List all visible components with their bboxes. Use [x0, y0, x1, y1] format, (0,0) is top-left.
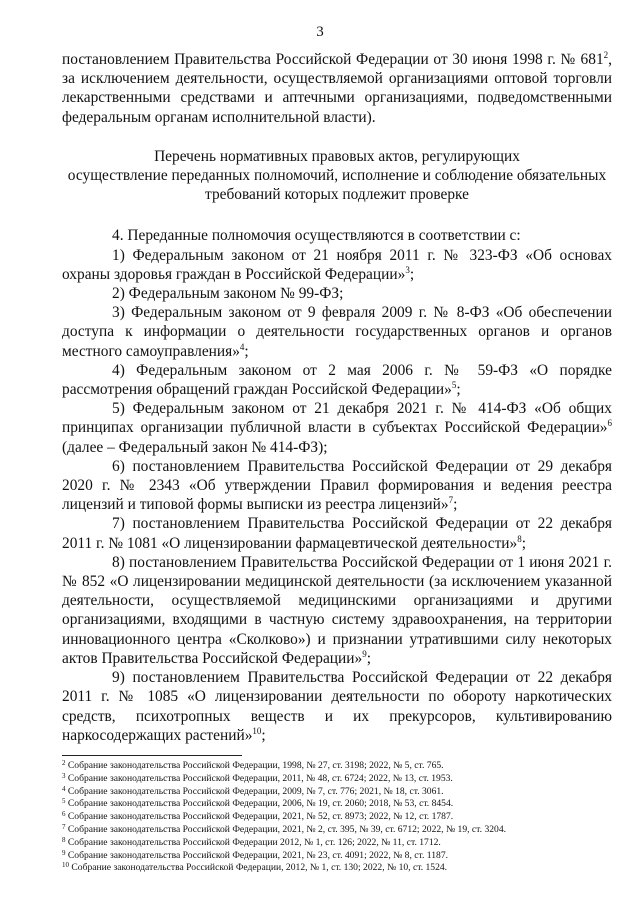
item-text: 6) постановлением Правительства Российской Федерации от 29 декабря 2020 г. № 2343 «Об утверждении Правил формирования и ведения реестра лицензий и типовой формы выписки из реестра лицензий» [62, 457, 612, 514]
heading-line: осуществление переданных полномочий, исполнение и соблюдение обязательных [67, 167, 607, 185]
footnote-text: Собрание законодательства Российской Федерации, 2011, № 48, ст. 6724; 2022, № 13, ст. 1953. [67, 772, 453, 784]
footnote-number: 2 [62, 759, 66, 767]
footnote-ref: 8 [517, 533, 522, 544]
footnote-number: 6 [62, 810, 66, 819]
item-tail: ; [453, 496, 458, 514]
item-tail: ; [261, 726, 266, 744]
item-tail: ; [456, 381, 461, 399]
footnote-text: Собрание законодательства Российской Федерации, 2012, № 1, ст. 130; 2022, № 10, ст. 1524. [71, 862, 448, 874]
footnote-ref: 2 [603, 50, 609, 60]
item-text: 2) Федеральным законом № 99-ФЗ; [112, 285, 344, 303]
footnote-divider [62, 755, 242, 756]
list-item [62, 553, 612, 668]
footnotes [62, 760, 622, 875]
item-text: 7) постановлением Правительства Российской Федерации от 22 декабря 2011 г. № 1081 «О лицензировании фармацевтической деятельности» [62, 515, 612, 552]
footnote-number: 3 [62, 771, 66, 780]
footnote [62, 786, 622, 799]
footnote-text: Собрание законодательства Российской Федерации, 2006, № 19, ст. 2060; 2018, № 53, ст. 8454. [67, 798, 454, 810]
footnote-number: 4 [62, 784, 66, 793]
item-tail: ; [366, 649, 371, 667]
footnote-number: 8 [62, 835, 66, 844]
intro-paragraph [62, 50, 612, 127]
item-tail: (далее – Федеральный закон № 414-ФЗ); [62, 438, 328, 456]
item-tail: ; [409, 265, 415, 283]
heading-line: Перечень нормативных правовых актов, регулирующих [154, 147, 520, 165]
footnote-number: 5 [62, 797, 66, 806]
list-item [62, 399, 612, 457]
item-text: 5) Федеральным законом от 21 декабря 2021 г. № 414-ФЗ «Об общих принципах организации публичной власти в субъектах Российской Федерации» [62, 400, 612, 437]
footnote-ref: 10 [252, 725, 262, 736]
intro-text: постановлением Правительства Российской Федерации от 30 июня 1998 г. № 681 [62, 51, 604, 68]
list-item [62, 668, 612, 745]
item-text: 4) Федеральным законом от 2 мая 2006 г. № 59-ФЗ «О порядке рассмотрения обращений граждан Российской Федерации» [62, 361, 612, 399]
list-item [62, 457, 612, 515]
item-tail: ; [244, 342, 249, 360]
list-item [62, 514, 612, 552]
footnote-text: Собрание законодательства Российской Федерации, 2021, № 2, ст. 395, № 39, ст. 6712; 2022, № 19, ст. 3204. [67, 823, 507, 835]
footnote [62, 773, 622, 786]
heading-line: требований которых подлежит проверке [205, 186, 469, 204]
footnote-ref: 7 [448, 495, 454, 506]
footnote-text: Собрание законодательства Российской Федерации, 2009, № 7, ст. 776; 2021, № 18, ст. 3061. [67, 785, 444, 797]
section-heading [62, 147, 612, 205]
footnote-ref: 3 [405, 264, 410, 275]
footnote [62, 862, 622, 875]
footnote-ref: 5 [451, 380, 457, 391]
item-tail: ; [521, 534, 527, 552]
footnote [62, 850, 622, 863]
footnote-text: Собрание законодательства Российской Федерации, 2021, № 52, ст. 8973; 2022, № 12, ст. 1787. [67, 811, 454, 823]
footnote-text: Собрание законодательства Российской Федерации 2012, № 1, ст. 126; 2022, № 11, ст. 1712. [67, 836, 441, 848]
item-text: 1) Федеральным законом от 21 ноября 2011 г. № 323-ФЗ «Об основах охраны здоровья граждан в Российской Федерации» [62, 246, 612, 283]
footnote-ref: 9 [362, 648, 367, 659]
footnote [62, 824, 622, 837]
list-item [62, 361, 612, 399]
item-text: 8) постановлением Правительства Российской Федерации от 1 июня 2021 г. № 852 «О лицензировании медицинской деятельности (за исключением указанной деятельности, осуществляемой медицинскими организациями и другими организациями, входящими в частную систему здравоохранения, на территории инновационного центра «Сколково») и признании утратившими силу некоторых актов Правительства Российской Федерации» [62, 553, 612, 667]
footnote [62, 798, 622, 811]
footnote [62, 760, 622, 773]
footnote-number: 7 [62, 822, 66, 831]
footnote-ref: 4 [239, 341, 245, 352]
list-item [62, 284, 612, 303]
list-item [62, 303, 612, 361]
list-item [62, 246, 612, 284]
footnote-ref: 6 [607, 418, 612, 429]
footnote [62, 837, 622, 850]
section-intro: 4. Переданные полномочия осуществляются в соответствии с: [112, 227, 521, 245]
footnote-text: Собрание законодательства Российской Федерации, 2021, № 23, ст. 4091; 2022, № 8, ст. 1187. [67, 849, 449, 861]
footnote [62, 811, 622, 824]
footnote-number: 10 [62, 861, 69, 870]
footnote-text: Собрание законодательства Российской Федерации, 1998, № 27, ст. 3198; 2022, № 5, ст. 765. [67, 760, 444, 771]
item-text: 9) постановлением Правительства Российской Федерации от 22 декабря 2011 г. № 1085 «О лицензировании деятельности по обороту наркотических средств, психотропных веществ и их прекурсоров, культивированию наркосодержащих растений» [62, 669, 612, 744]
footnote-number: 9 [62, 848, 66, 857]
item-text: 3) Федеральным законом от 9 февраля 2009 г. № 8-ФЗ «Об обеспечении доступа к информации о деятельности государственных органов и органов местного самоуправления» [62, 304, 612, 360]
page-number: 3 [316, 24, 324, 40]
intro-text-continued: , за исключением деятельности, осуществляемой организациями оптовой торговли лекарственными средствами и аптечными организациями, подведомственными федеральным органам исполнительной власти). [62, 51, 612, 126]
document-body [62, 50, 612, 745]
